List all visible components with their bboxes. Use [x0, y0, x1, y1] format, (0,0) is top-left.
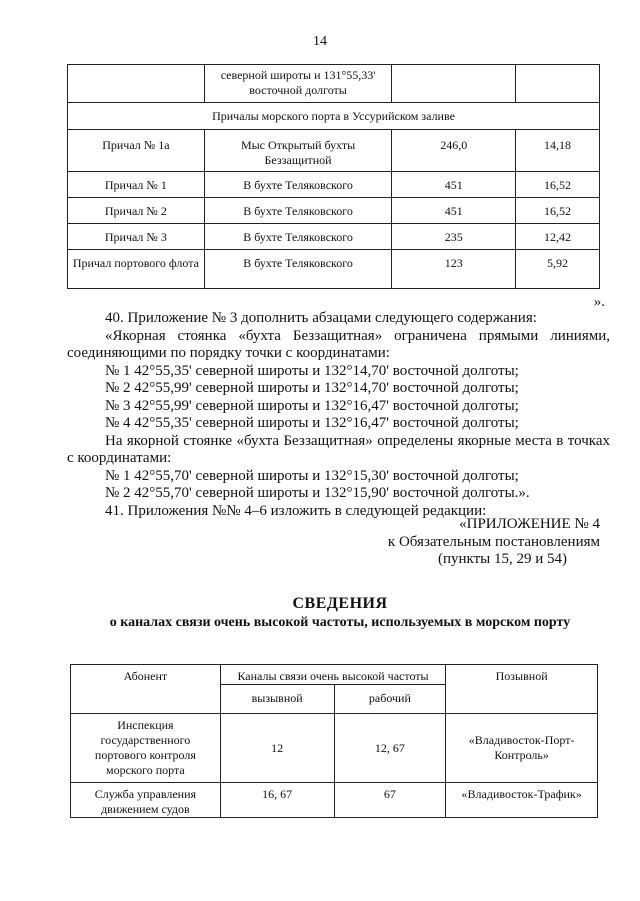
amendment-text: [67, 310, 610, 520]
berth-location: В бухте Теляковского: [204, 172, 392, 198]
paragraph-41: 41. Приложения №№ 4–6 изложить в следующей редакции:: [105, 502, 487, 519]
appendix-clauses: (пункты 15, 29 и 54): [437, 551, 567, 567]
section-title: Причалы морского порта в Уссурийском заливе: [68, 103, 600, 130]
table-row: [68, 224, 600, 250]
callsign-cell: «Владивосток-Трафик»: [446, 783, 598, 818]
callsign-cell: «Владивосток-Порт-Контроль»: [446, 714, 598, 783]
berth-name: Причал № 2: [68, 198, 205, 224]
berth-location: В бухте Теляковского: [204, 198, 392, 224]
table-row: [68, 198, 600, 224]
header-working: рабочий: [334, 685, 446, 714]
header-callsign: Позывной: [446, 665, 598, 714]
table-cell: [392, 65, 516, 103]
header-channels: Каналы связи очень высокой частоты: [220, 665, 446, 685]
paragraph-40: 40. Приложение № 3 дополнить абзацами следующего содержания:: [105, 310, 537, 326]
coordinate-point: № 2 42°55,70' северной широты и 132°15,90' восточной долготы.».: [105, 485, 530, 501]
berth-depth: 5,92: [516, 250, 600, 289]
coordinate-point: № 2 42°55,99' северной широты и 132°14,70' восточной долготы;: [105, 380, 519, 396]
table-cell: северной широты и 131°55,33' восточной долготы: [204, 65, 392, 103]
table-row: [68, 65, 600, 103]
berth-length: 123: [392, 250, 516, 289]
appendix-title: «ПРИЛОЖЕНИЕ № 4: [459, 516, 600, 532]
anchor-places-paragraph: На якорной стоянке «бухта Беззащитная» определены якорные места в точках с координатами:: [67, 432, 610, 466]
table-row: [68, 130, 600, 172]
berth-depth: 16,52: [516, 198, 600, 224]
berth-depth: 12,42: [516, 224, 600, 250]
berths-table: [67, 64, 600, 289]
header-calling: вызывной: [220, 685, 334, 714]
header-row: [71, 665, 598, 685]
berth-length: 235: [392, 224, 516, 250]
berth-name: Причал № 1: [68, 172, 205, 198]
table-cell: [516, 65, 600, 103]
berth-name: Причал № 3: [68, 224, 205, 250]
coordinate-point: № 1 42°55,70' северной широты и 132°15,30' восточной долготы;: [105, 467, 519, 484]
calling-channel-cell: 12: [220, 714, 334, 783]
berth-length: 246,0: [392, 130, 516, 172]
table-row: [68, 250, 600, 289]
berth-length: 451: [392, 198, 516, 224]
coordinate-point: № 4 42°55,35' северной широты и 132°16,47' восточной долготы;: [105, 415, 519, 431]
working-channel-cell: 12, 67: [334, 714, 446, 783]
subscriber-cell: Инспекция государственного портового контроля морского порта: [71, 714, 221, 783]
berth-name: Причал портового флота: [68, 250, 205, 289]
coordinate-point: № 1 42°55,35' северной широты и 132°14,70' восточной долготы;: [105, 362, 519, 379]
berth-name: Причал № 1а: [68, 130, 205, 172]
berth-location: В бухте Теляковского: [204, 224, 392, 250]
table-row: [71, 783, 598, 818]
working-channel-cell: 67: [334, 783, 446, 818]
table-row: [68, 172, 600, 198]
berth-location: Мыс Открытый бухты Беззащитной: [204, 130, 392, 172]
table-cell: [68, 65, 205, 103]
anchorage-boundary-paragraph: «Якорная стоянка «бухта Беззащитная» ограничена прямыми линиями, соединяющими по порядку точки с координатами:: [67, 327, 610, 361]
berth-depth: 16,52: [516, 172, 600, 198]
page-number: 14: [313, 34, 327, 49]
section-subheading: о каналах связи очень высокой частоты, используемых в морском порту: [109, 615, 571, 630]
appendix-label: [388, 516, 600, 569]
vhf-channels-table: [70, 664, 598, 818]
calling-channel-cell: 16, 67: [220, 783, 334, 818]
section-row: [68, 103, 600, 130]
coordinate-point: № 3 42°55,99' северной широты и 132°16,47' восточной долготы;: [105, 397, 519, 414]
quote-close: ».: [593, 294, 605, 310]
berth-depth: 14,18: [516, 130, 600, 172]
berth-length: 451: [392, 172, 516, 198]
berth-location: В бухте Теляковского: [204, 250, 392, 289]
appendix-reference: к Обязательным постановлениям: [387, 533, 600, 550]
section-heading: СВЕДЕНИЯ: [292, 595, 388, 612]
table-row: [71, 714, 598, 783]
subscriber-cell: Служба управления движением судов: [71, 783, 221, 818]
header-subscriber: Абонент: [71, 665, 221, 714]
